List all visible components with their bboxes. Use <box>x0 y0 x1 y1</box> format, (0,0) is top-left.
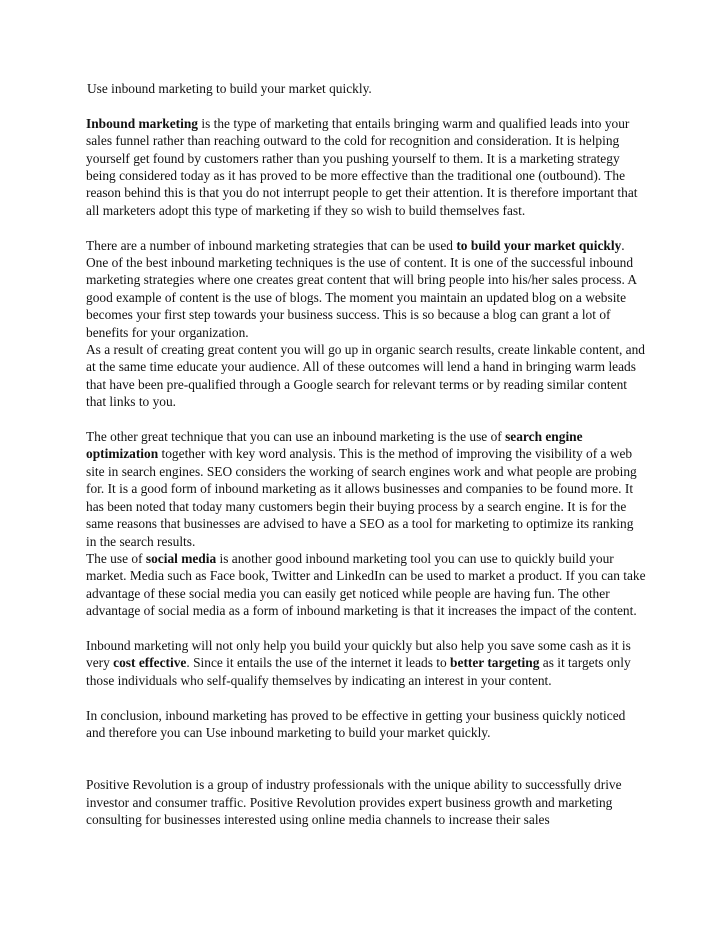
spacer <box>86 741 646 776</box>
paragraph-inbound-definition <box>86 115 646 219</box>
paragraph-seo <box>86 428 646 550</box>
paragraph-text: together with key word analysis. This is the method of improving the visibility of a web site in search engines. SEO considers the working of search engines work and what people are probing for. It is a good form of inbound marketing as it allows businesses and companies to be found more. It has been noted that today many customers begin their buying process by a search engine. It is for the same reasons that businesses are advised to have a SEO as a tool for marketing to optimize its ranking in the search results. <box>86 446 637 549</box>
paragraph-social-media <box>86 550 646 620</box>
paragraph-text: . Since it entails the use of the internet it leads to <box>186 655 451 671</box>
paragraph-text: Inbound marketing will not only help you build your quickly but also help you save some cash as it is very <box>86 637 631 671</box>
paragraph-content-strategy <box>86 237 646 341</box>
spacer <box>86 620 646 637</box>
paragraph-text: There are a number of inbound marketing strategies that can be used <box>86 237 457 253</box>
paragraph-text: is the type of marketing that entails bringing warm and qualified leads into your sales funnel rather than reaching outward to the cold for recognition and consideration. It is helping yourself get found by customers rather than you pushing yourself to them. It is a marketing strategy being considered today as it has proved to be more effective than the traditional one (outbound). The reason behind this is that you do not interrupt people to get their attention. It is therefore important that all marketers adopt this type of marketing if they so wish to build themselves fast. <box>86 115 638 218</box>
paragraph-conclusion: In conclusion, inbound marketing has proved to be effective in getting your business quickly noticed and therefore you can Use inbound marketing to build your market quickly. <box>86 707 626 740</box>
spacer <box>86 689 646 706</box>
paragraph-text: as it targets only those individuals who self-qualify themselves by indicating an interest in your content. <box>86 655 631 688</box>
bold-term: better targeting <box>450 655 540 671</box>
bold-term: search engine optimization <box>86 429 583 462</box>
paragraph-cost-effective <box>86 637 646 689</box>
paragraph-content-results: As a result of creating great content you will go up in organic search results, create linkable content, and at the same time educate your audience. All of these outcomes will lend a hand in bringing warm leads that have been pre-qualified through a Google search for relevant terms or by reading similar content that links to you. <box>86 342 645 410</box>
spacer <box>86 219 646 236</box>
spacer <box>86 411 646 428</box>
bold-term: cost effective <box>113 655 187 671</box>
bold-term: Inbound marketing <box>86 115 198 131</box>
paragraph-company-about: Positive Revolution is a group of industry professionals with the unique ability to successfully drive investor and consumer traffic. Positive Revolution provides expert business growth and marketing consulting for businesses interested using online media channels to increase their sales <box>86 777 622 827</box>
paragraph-text: is another good inbound marketing tool you can use to quickly build your market. Media such as Face book, Twitter and LinkedIn can be used to market a product. If you can take advantage of these social media you can easily get noticed while people are having fun. The other advantage of social media as a form of inbound marketing is that it increases the impact of the content. <box>86 550 646 619</box>
paragraph-text: The use of <box>86 550 146 566</box>
spacer <box>86 97 646 114</box>
document-title: Use inbound marketing to build your market quickly. <box>87 81 372 96</box>
document-page <box>86 80 646 828</box>
paragraph-text: The other great technique that you can use an inbound marketing is the use of <box>86 429 506 445</box>
paragraph-text: . One of the best inbound marketing techniques is the use of content. It is one of the successful inbound marketing strategies where one creates great content that will bring people into his/her sales process. A good example of content is the use of blogs. The moment you maintain an updated blog on a website becomes your first step towards your business success. This is so because a blog can grant a lot of benefits for your organization. <box>86 237 637 340</box>
bold-term: social media <box>145 550 217 566</box>
bold-term: to build your market quickly <box>456 237 622 253</box>
